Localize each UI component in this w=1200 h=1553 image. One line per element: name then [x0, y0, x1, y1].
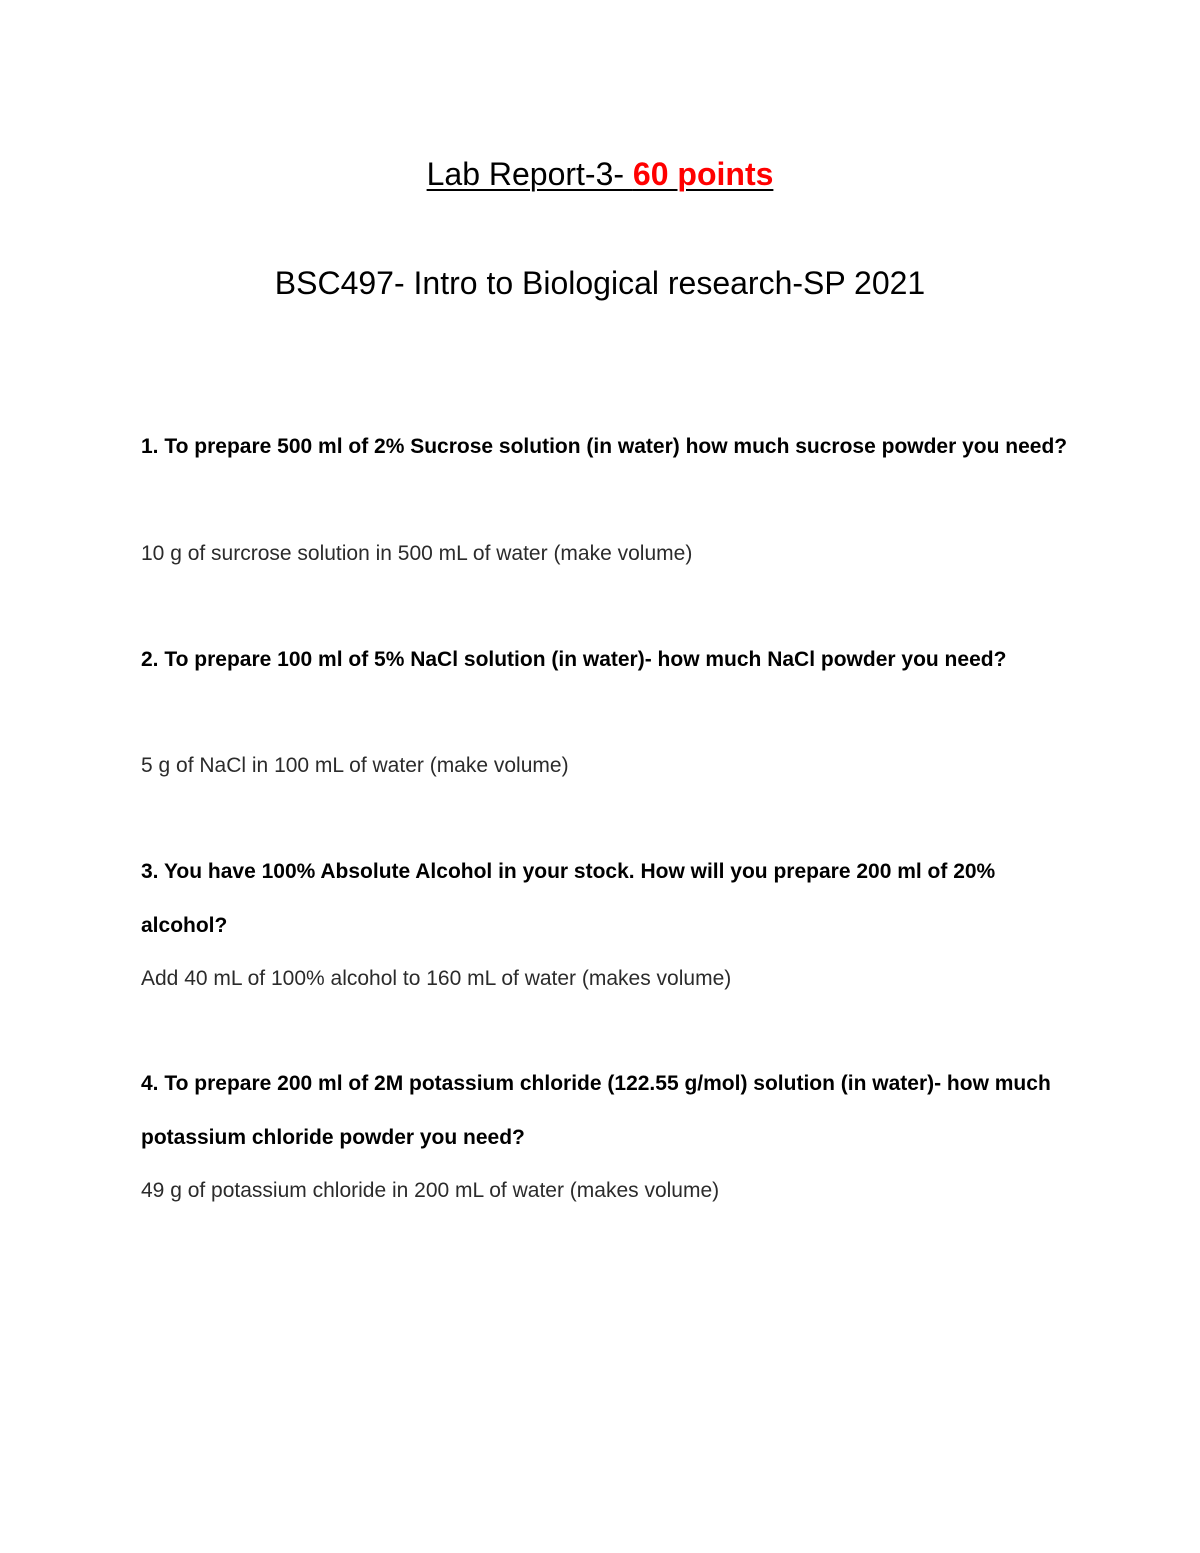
title-points: 60 points [632, 156, 774, 192]
answer-4: 49 g of potassium chloride in 200 mL of water (makes volume) [141, 1179, 720, 1202]
answer-1: 10 g of surcrose solution in 500 mL of water (make volume) [141, 542, 693, 565]
question-3: 3. You have 100% Absolute Alcohol in your stock. How will you prepare 200 ml of 20% alcohol? [141, 860, 996, 937]
title-main: Lab Report-3- [426, 156, 633, 192]
answer-3: Add 40 mL of 100% alcohol to 160 mL of water (makes volume) [141, 967, 732, 990]
question-4: 4. To prepare 200 ml of 2M potassium chloride (122.55 g/mol) solution (in water)- how much potassium chloride powder you need? [141, 1072, 1051, 1149]
question-2: 2. To prepare 100 ml of 5% NaCl solution (in water)- how much NaCl powder you need? [141, 648, 1007, 671]
page-title [0, 152, 1200, 196]
question-1: 1. To prepare 500 ml of 2% Sucrose solution (in water) how much sucrose powder you need? [141, 435, 1068, 458]
course-title: BSC497- Intro to Biological research-SP 2021 [274, 265, 926, 301]
answer-2: 5 g of NaCl in 100 mL of water (make volume) [141, 754, 569, 777]
